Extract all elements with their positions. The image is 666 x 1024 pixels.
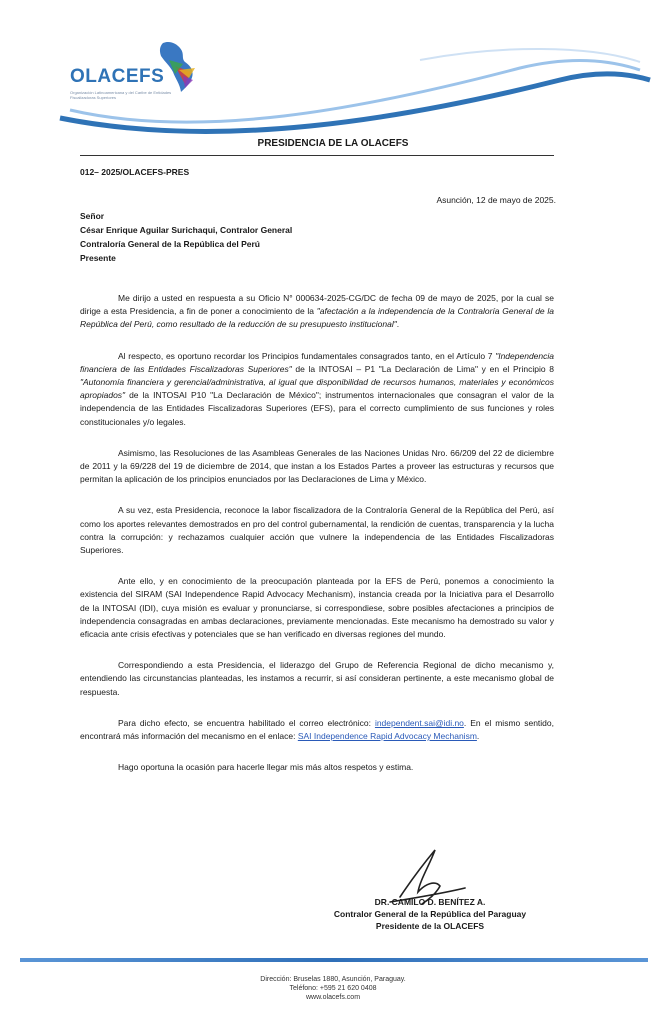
signer-role-1: Contralor General de la República del Paraguay (333, 909, 527, 919)
footer-address: Dirección: Bruselas 1880, Asunción, Paraguay. (260, 976, 406, 983)
signature-block (300, 896, 560, 932)
footer (0, 975, 666, 1002)
paragraph-3: Asimismo, las Resoluciones de las Asambleas Generales de las Naciones Unidas Nro. 66/209 del 22 de diciembre de 2011 y la 69/228 del 19 de diciembre de 2014, que instan a los Estados Partes a proveer las estructuras y recursos que permitan la aplicación de los principios enunciados por las Declaraciones de Lima y México. (80, 447, 554, 485)
letter-date: Asunción, 12 de mayo de 2025. (436, 195, 556, 205)
signer-role-2: Presidente de la OLACEFS (375, 921, 485, 931)
addressee-institution: Contraloría General de la República del Perú (80, 239, 260, 249)
reference-number: 012– 2025/OLACEFS-PRES (80, 167, 190, 177)
footer-website[interactable]: www.olacefs.com (305, 994, 361, 1001)
footer-divider (20, 958, 648, 962)
addressee-presente: Presente (80, 253, 116, 263)
addressee-block (80, 209, 292, 265)
signer-name: DR. CAMILO D. BENÍTEZ A. (374, 897, 486, 907)
paragraph-4: A su vez, esta Presidencia, reconoce la labor fiscalizadora de la Contraloría General de la República del Perú, así como los aportes relevantes demostrados en pro del control gubernamental, la rendición de cuentas, transparencia y la lucha contra la corrupción: y rechazamos cualquier acción que vulnere la independencia de las Entidades Fiscalizadoras Superiores. (80, 505, 554, 556)
olacefs-logo (70, 38, 210, 108)
letter-body (80, 292, 554, 792)
footer-phone: Teléfono: +595 21 620 0408 (289, 985, 377, 992)
title-divider (80, 155, 554, 156)
addressee-name: César Enrique Aguilar Surichaqui, Contralor General (80, 225, 293, 235)
paragraph-5: Ante ello, y en conocimiento de la preocupación planteada por la EFS de Perú, ponemos a conocimiento la existencia del SIRAM (SAI Independence Rapid Advocacy Mechanism), instancia creada por la Iniciativa para el Desarrollo de la INTOSAI (IDI), cuya misión es evaluar y pronunciarse, si correspondiese, sobre posibles afectaciones a principios de independencia consagradas en ambas declaraciones, previamente mencionadas. Este mecanismo ha demostrado su valor y eficacia ante crisis efectivas y potenciales que se han verificado en diversas regiones del mundo. (80, 576, 554, 640)
logo-text: OLACEFS (70, 66, 165, 87)
paragraph-7: Para dicho efecto, se encuentra habilitado el correo electrónico: independent.sai@idi.no. En el mismo sentido, encontrará más información del mecanismo en el enlace: SAI Independence Rapid Advocacy Mechanism. (80, 717, 554, 742)
addressee-salutation: Señor (80, 211, 105, 221)
logo-subtitle: Organización Latinoamericana y del Caribe de Entidades Fiscalizadoras Superiores (70, 90, 172, 100)
letter-title: PRESIDENCIA DE LA OLACEFS (257, 138, 409, 149)
paragraph-1: Me dirijo a usted en respuesta a su Oficio N° 000634-2025-CG/DC de fecha 09 de mayo de 2025, por la cual se dirige a esta Presidencia, a fin de poner a conocimiento de la "afectación a la independencia de la Contraloría General de la República del Perú, como resultado de la reducción de su presupuesto institucional". (80, 293, 554, 330)
email-link[interactable]: independent.sai@idi.no (374, 717, 464, 728)
paragraph-2: Al respecto, es oportuno recordar los Principios fundamentales consagrados tanto, en el Artículo 7 "Independencia financiera de las Entidades Fiscalizadoras Superiores" de la INTOSAI – P1 "La Declaración de Lima" y en el Principio 8 "Autonomía financiera y gerencial/administrativa, al igual que disponibilidad de recursos humanos, materiales y económicos apropiados" de la INTOSAI P10 "La Declaración de México"; instrumentos internacionales que consagran el valor de la independencia de las Entidades Fiscalizadoras Superiores (EFS), para el correcto cumplimiento de sus funciones y roles constitucionales y/o legales. (80, 350, 554, 427)
paragraph-8: Hago oportuna la ocasión para hacerle llegar mis más altos respetos y estima. (118, 762, 414, 773)
siram-link[interactable]: SAI Independence Rapid Advocacy Mechanism (297, 731, 477, 742)
paragraph-6: Correspondiendo a esta Presidencia, el liderazgo del Grupo de Referencia Regional de dicho mecanismo y, entendiendo las circunstancias planteadas, les instamos a recurrir, si así consideran pertinente, a este mecanismo global de respuesta. (80, 660, 554, 697)
